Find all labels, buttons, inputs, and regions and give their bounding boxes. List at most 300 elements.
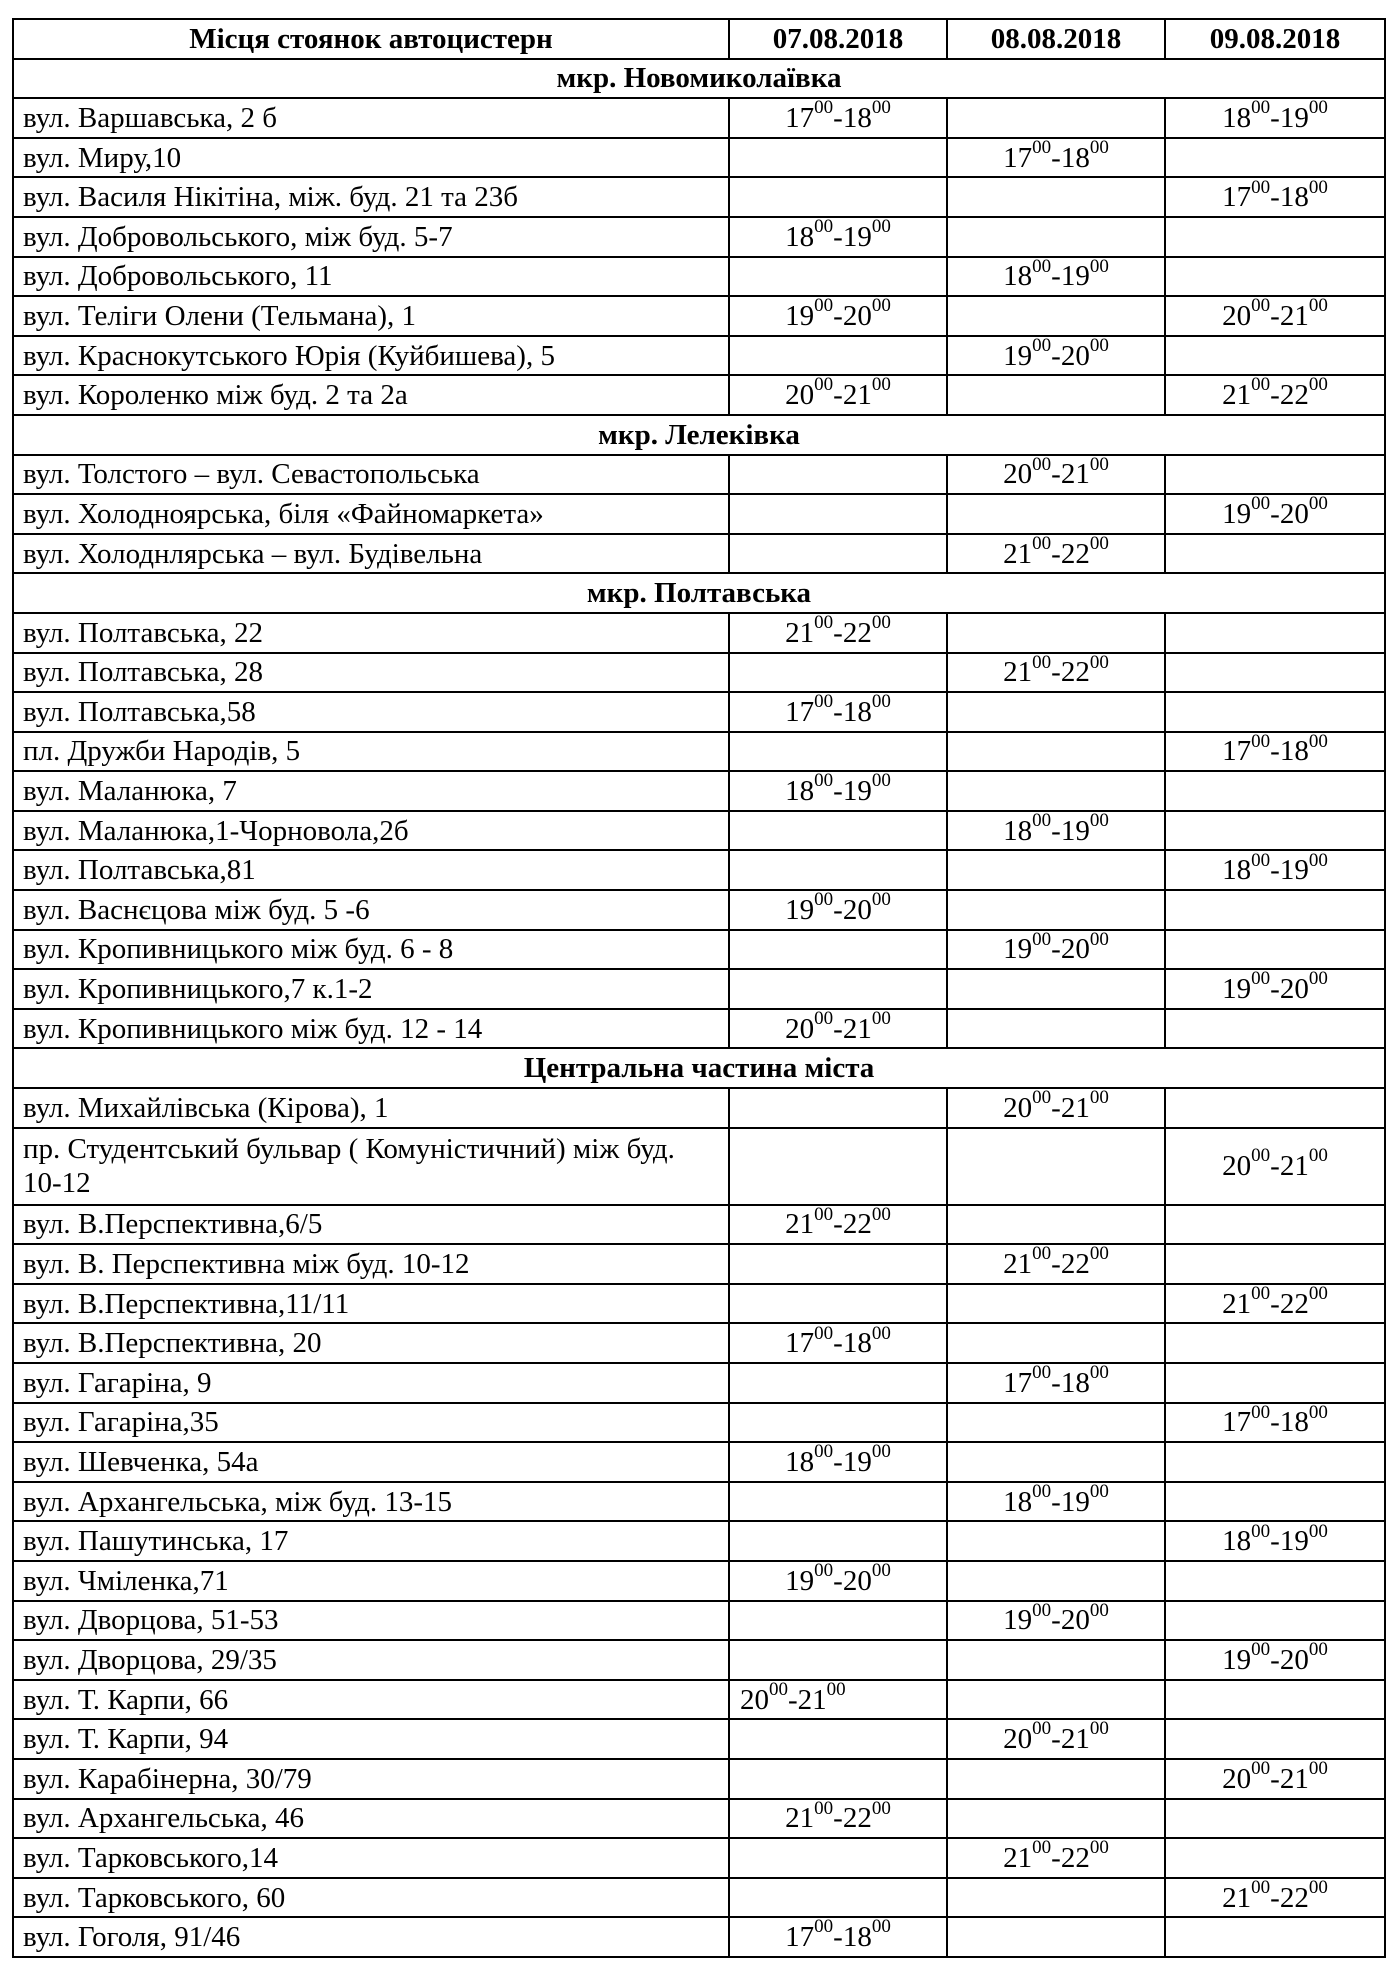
time-cell [947,613,1165,653]
time-cell [947,969,1165,1009]
start-hour: 20 [1222,1762,1252,1795]
time-cell [947,1088,1165,1128]
end-minutes: 00 [1089,651,1109,673]
start-minutes: 00 [1251,1401,1271,1423]
location-cell: вул. Теліги Олени (Тельмана), 1 [13,296,729,336]
time-cell [729,1719,947,1759]
time-cell [1165,653,1385,693]
start-hour: 18 [1222,854,1252,887]
end-hour: 19 [1279,854,1309,887]
time-cell [947,811,1165,851]
end-hour: 20 [1279,973,1309,1006]
start-minutes: 00 [1032,1362,1052,1384]
table-row [13,1244,1385,1284]
table-row [13,534,1385,574]
table-row [13,257,1385,297]
time-cell [729,732,947,772]
location-cell: вул. Василя Нікітіна, між. буд. 21 та 23б [13,177,729,217]
end-hour: 22 [1279,1287,1309,1320]
time-cell [729,1799,947,1839]
time-cell [1165,1719,1385,1759]
start-minutes: 00 [1251,730,1271,752]
end-minutes: 00 [1089,1362,1109,1384]
location-cell: вул. Полтавська,81 [13,850,729,890]
time-cell [1165,1482,1385,1522]
start-minutes: 00 [1032,1599,1052,1621]
end-hour: 22 [1060,656,1090,689]
end-minutes: 00 [1308,849,1328,871]
time-cell [729,1088,947,1128]
time-range: $17^{00}-18^{00}$ [1222,176,1328,214]
time-cell [729,217,947,257]
time-range: $17^{00}-18^{00}$ [1222,730,1328,768]
location-column-header: Місця стоянок автоцистерн [13,19,729,59]
end-minutes: 00 [871,1322,891,1344]
start-minutes: 00 [814,1441,834,1463]
start-hour: 19 [1222,973,1252,1006]
time-cell [1165,732,1385,772]
start-hour: 17 [785,1327,815,1360]
location-cell: вул. Архангельська, між буд. 13-15 [13,1482,729,1522]
end-hour: 22 [1060,537,1090,570]
time-cell [729,296,947,336]
end-hour: 22 [1060,1841,1090,1874]
table-row [13,375,1385,415]
end-minutes: 00 [1089,810,1109,832]
end-minutes: 00 [1089,928,1109,950]
end-hour: 18 [1279,735,1309,768]
time-cell [947,534,1165,574]
start-hour: 19 [785,893,815,926]
time-range: $18^{00}-19^{00}$ [1222,1520,1328,1558]
time-cell [1165,1363,1385,1403]
time-cell [1165,771,1385,811]
start-minutes: 00 [814,889,834,911]
end-hour: 22 [842,1802,872,1835]
time-range: $20^{00}-21^{00}$ [1222,1145,1328,1183]
start-minutes: 00 [1251,1520,1271,1542]
start-minutes: 00 [1032,334,1052,356]
start-hour: 18 [785,1445,815,1478]
time-cell [1165,1759,1385,1799]
time-range: $19^{00}-20^{00}$ [1222,968,1328,1006]
end-minutes: 00 [1089,1718,1109,1740]
location-cell: вул. Васнєцова між буд. 5 -6 [13,890,729,930]
time-range: $21^{00}-22^{00}$ [1003,651,1109,689]
location-cell: вул. Тарковського, 60 [13,1878,729,1918]
start-hour: 17 [1003,1366,1033,1399]
start-hour: 19 [785,1564,815,1597]
time-cell [1165,969,1385,1009]
end-hour: 20 [842,299,872,332]
table-row [13,1561,1385,1601]
time-cell [729,969,947,1009]
start-minutes: 00 [1032,1243,1052,1265]
time-cell [1165,257,1385,297]
time-range: $17^{00}-18^{00}$ [785,1322,891,1360]
end-hour: 22 [1060,1248,1090,1281]
start-minutes: 00 [814,1203,834,1225]
end-hour: 21 [797,1683,827,1716]
start-minutes: 00 [769,1678,788,1700]
start-minutes: 00 [1251,1758,1271,1780]
start-hour: 21 [1003,537,1033,570]
end-hour: 21 [842,1012,872,1045]
end-hour: 22 [1279,1881,1309,1914]
start-hour: 19 [1003,1604,1033,1637]
table-row [13,455,1385,495]
table-row [13,890,1385,930]
location-cell: вул. Холоднлярська – вул. Будівельна [13,534,729,574]
table-row [13,1403,1385,1443]
time-range: $20^{00}-21^{00}$ [1222,1758,1328,1795]
start-minutes: 00 [814,612,834,634]
end-minutes: 00 [1089,334,1109,356]
start-hour: 20 [1003,1091,1033,1124]
location-cell: вул. Кропивницького,7 к.1-2 [13,969,729,1009]
start-hour: 21 [1222,1287,1252,1320]
time-cell [729,1878,947,1918]
section-row [13,573,1385,613]
start-hour: 20 [1003,1723,1033,1756]
start-minutes: 00 [1251,1639,1271,1661]
time-cell [729,1442,947,1482]
location-cell: вул. Архангельська, 46 [13,1799,729,1839]
time-cell [947,1640,1165,1680]
time-cell [729,494,947,534]
time-cell [729,1561,947,1601]
time-cell [1165,1561,1385,1601]
location-cell: вул. Чміленка,71 [13,1561,729,1601]
start-hour: 21 [1222,379,1252,412]
table-row [13,98,1385,138]
time-cell [729,177,947,217]
location-cell: вул. Кропивницького між буд. 12 - 14 [13,1009,729,1049]
end-hour: 19 [842,1445,872,1478]
time-range: $17^{00}-18^{00}$ [785,97,891,134]
time-range: $18^{00}-19^{00}$ [1003,255,1109,293]
start-hour: 20 [785,1012,815,1045]
start-minutes: 00 [1251,1876,1271,1898]
location-cell: вул. Тарковського,14 [13,1838,729,1878]
end-minutes: 00 [1089,1837,1109,1859]
table-row [13,1205,1385,1245]
location-cell: вул. Маланюка,1-Чорновола,2б [13,811,729,851]
time-range: $18^{00}-19^{00}$ [785,770,891,808]
time-cell [729,98,947,138]
start-minutes: 00 [1032,1718,1052,1740]
time-range: $21^{00}-22^{00}$ [1003,1243,1109,1281]
end-hour: 18 [842,1921,872,1954]
table-row [13,692,1385,732]
header-row [13,19,1385,59]
start-minutes: 00 [1251,1282,1271,1304]
time-cell [729,930,947,970]
start-hour: 20 [785,379,815,412]
end-hour: 20 [842,893,872,926]
time-cell [729,1680,947,1720]
end-hour: 18 [1279,1406,1309,1439]
start-minutes: 00 [1251,176,1271,198]
start-minutes: 00 [814,1007,834,1029]
table-row [13,969,1385,1009]
time-cell [729,613,947,653]
end-minutes: 00 [871,1203,891,1225]
time-range: $19^{00}-20^{00}$ [785,295,891,332]
time-cell [947,1878,1165,1918]
start-minutes: 00 [1032,453,1052,475]
table-row [13,1640,1385,1680]
start-minutes: 00 [814,1322,834,1344]
location-cell: вул. Т. Карпи, 94 [13,1719,729,1759]
time-cell [947,336,1165,376]
table-row [13,1363,1385,1403]
start-minutes: 00 [814,216,834,238]
time-range: $21^{00}-22^{00}$ [785,1797,891,1835]
location-cell: вул. Маланюка, 7 [13,771,729,811]
start-minutes: 00 [814,295,834,317]
end-minutes: 00 [1308,1145,1328,1167]
time-cell [947,1244,1165,1284]
location-cell: вул. Михайлівська (Кірова), 1 [13,1088,729,1128]
time-cell [1165,177,1385,217]
table-row [13,494,1385,534]
time-cell [729,455,947,495]
section-heading: Центральна частина міста [13,1048,1385,1088]
time-range: $20^{00}-21^{00}$ [1003,1718,1109,1756]
end-minutes: 00 [1089,136,1109,158]
time-cell [729,1482,947,1522]
time-cell [1165,375,1385,415]
time-range: $17^{00}-18^{00}$ [785,691,891,728]
end-minutes: 00 [871,612,891,634]
time-range: $21^{00}-22^{00}$ [1222,374,1328,412]
location-cell: вул. В.Перспективна, 20 [13,1323,729,1363]
time-range: $19^{00}-20^{00}$ [1222,1639,1328,1676]
location-cell: вул. Краснокутського Юрія (Куйбишева), 5 [13,336,729,376]
time-cell [947,1442,1165,1482]
start-hour: 17 [785,695,815,728]
table-row [13,1917,1385,1957]
location-cell: вул. Пашутинська, 17 [13,1521,729,1561]
end-hour: 18 [842,695,872,728]
date-column-header: 07.08.2018 [729,19,947,59]
time-range: $20^{00}-21^{00}$ [740,1678,846,1716]
time-cell [729,850,947,890]
table-row [13,1759,1385,1799]
time-cell [729,1838,947,1878]
time-range: $19^{00}-20^{00}$ [1003,1599,1109,1637]
time-cell [1165,1244,1385,1284]
time-range: $21^{00}-22^{00}$ [1222,1282,1328,1320]
location-cell: вул. Полтавська, 22 [13,613,729,653]
start-minutes: 00 [814,770,834,792]
end-hour: 21 [1060,1091,1090,1124]
time-cell [947,257,1165,297]
table-row [13,1128,1385,1205]
end-hour: 18 [1060,141,1090,174]
time-range: $19^{00}-20^{00}$ [785,889,891,926]
table-row [13,850,1385,890]
end-minutes: 00 [871,1916,891,1938]
start-hour: 19 [1222,497,1252,530]
end-hour: 18 [1060,1366,1090,1399]
tanker-schedule-table [12,18,1386,1958]
end-hour: 22 [842,1208,872,1241]
time-cell [1165,1838,1385,1878]
end-minutes: 00 [871,374,891,396]
start-minutes: 00 [1032,651,1052,673]
end-minutes: 00 [1089,255,1109,277]
start-hour: 17 [1222,1406,1252,1439]
end-minutes: 00 [871,295,891,317]
time-cell [947,850,1165,890]
time-cell [947,1128,1165,1205]
table-row [13,653,1385,693]
time-range: $19^{00}-20^{00}$ [1003,334,1109,372]
end-hour: 19 [842,775,872,808]
start-minutes: 00 [1032,532,1052,554]
end-minutes: 00 [1308,1639,1328,1661]
time-cell [729,811,947,851]
location-cell: вул. В.Перспективна,6/5 [13,1205,729,1245]
start-hour: 18 [1222,101,1252,134]
start-hour: 20 [1222,299,1252,332]
location-cell: вул. Полтавська,58 [13,692,729,732]
end-minutes: 00 [871,216,891,238]
time-cell [1165,1205,1385,1245]
start-minutes: 00 [1251,295,1271,317]
table-row [13,1601,1385,1641]
time-cell [1165,1009,1385,1049]
time-cell [1165,217,1385,257]
location-cell: вул. Гагаріна, 9 [13,1363,729,1403]
table-row [13,296,1385,336]
end-minutes: 00 [1089,532,1109,554]
time-cell [947,771,1165,811]
table-row [13,177,1385,217]
start-minutes: 00 [1032,1087,1052,1109]
end-minutes: 00 [1308,1282,1328,1304]
end-minutes: 00 [1308,1401,1328,1423]
time-cell [729,1640,947,1680]
location-cell: вул. Дворцова, 51-53 [13,1601,729,1641]
start-minutes: 00 [814,1916,834,1938]
location-cell: вул. Гагаріна,35 [13,1403,729,1443]
start-hour: 18 [1003,1485,1033,1518]
location-cell: вул. Дворцова, 29/35 [13,1640,729,1680]
time-cell [1165,1128,1385,1205]
end-minutes: 00 [1308,295,1328,317]
start-hour: 18 [1222,1525,1252,1558]
end-hour: 19 [1060,260,1090,293]
end-hour: 19 [1279,101,1309,134]
time-cell [947,1719,1165,1759]
time-cell [1165,850,1385,890]
end-minutes: 00 [871,1441,891,1463]
time-cell [947,296,1165,336]
end-hour: 19 [1060,814,1090,847]
end-minutes: 00 [1089,1243,1109,1265]
end-hour: 21 [1060,458,1090,491]
time-cell [947,732,1165,772]
start-hour: 21 [785,1208,815,1241]
time-cell [1165,1521,1385,1561]
time-cell [1165,494,1385,534]
end-minutes: 00 [826,1678,846,1700]
table-row [13,1284,1385,1324]
time-range: $20^{00}-21^{00}$ [1003,1087,1109,1124]
table-row [13,1680,1385,1720]
start-hour: 19 [1003,933,1033,966]
start-minutes: 00 [814,97,834,119]
time-cell [1165,1640,1385,1680]
time-cell [1165,1799,1385,1839]
end-hour: 19 [842,220,872,253]
start-minutes: 00 [1032,928,1052,950]
start-hour: 17 [1003,141,1033,174]
start-minutes: 00 [814,1797,834,1819]
start-minutes: 00 [1251,374,1271,396]
table-row [13,930,1385,970]
location-cell: вул. Шевченка, 54а [13,1442,729,1482]
start-hour: 21 [1003,1841,1033,1874]
time-cell [947,890,1165,930]
time-cell [947,1205,1165,1245]
table-row [13,1878,1385,1918]
table-row [13,811,1385,851]
location-cell: вул. Гоголя, 91/46 [13,1917,729,1957]
end-hour: 18 [842,1327,872,1360]
time-cell [947,1284,1165,1324]
time-cell [729,1521,947,1561]
time-cell [947,1363,1165,1403]
location-cell: вул. Холодноярська, біля «Файномаркета» [13,494,729,534]
time-cell [1165,1917,1385,1957]
end-minutes: 00 [871,691,891,713]
section-heading: мкр. Лелеківка [13,415,1385,455]
end-minutes: 00 [1308,97,1328,119]
start-hour: 17 [785,101,815,134]
end-hour: 21 [1279,299,1309,332]
time-cell [729,1403,947,1443]
end-hour: 20 [1279,497,1309,530]
end-minutes: 00 [871,889,891,911]
start-minutes: 00 [1251,493,1271,515]
time-range: $20^{00}-21^{00}$ [785,374,891,412]
table-row [13,1719,1385,1759]
location-cell: вул. Т. Карпи, 66 [13,1680,729,1720]
location-cell: вул. Карабінерна, 30/79 [13,1759,729,1799]
start-minutes: 00 [1251,968,1271,990]
end-minutes: 00 [871,770,891,792]
date-column-header: 09.08.2018 [1165,19,1385,59]
section-row [13,415,1385,455]
end-hour: 18 [842,101,872,134]
end-hour: 20 [1060,1604,1090,1637]
time-cell [1165,1442,1385,1482]
location-cell: вул. Добровольського, 11 [13,257,729,297]
start-hour: 21 [1222,1881,1252,1914]
table-body [13,59,1385,1957]
end-hour: 20 [1279,1643,1309,1676]
location-cell: пл. Дружби Народів, 5 [13,732,729,772]
end-hour: 22 [842,616,872,649]
section-heading: мкр. Новомиколаївка [13,59,1385,99]
time-cell [947,1521,1165,1561]
time-range: $19^{00}-20^{00}$ [1222,493,1328,530]
end-hour: 19 [1060,1485,1090,1518]
